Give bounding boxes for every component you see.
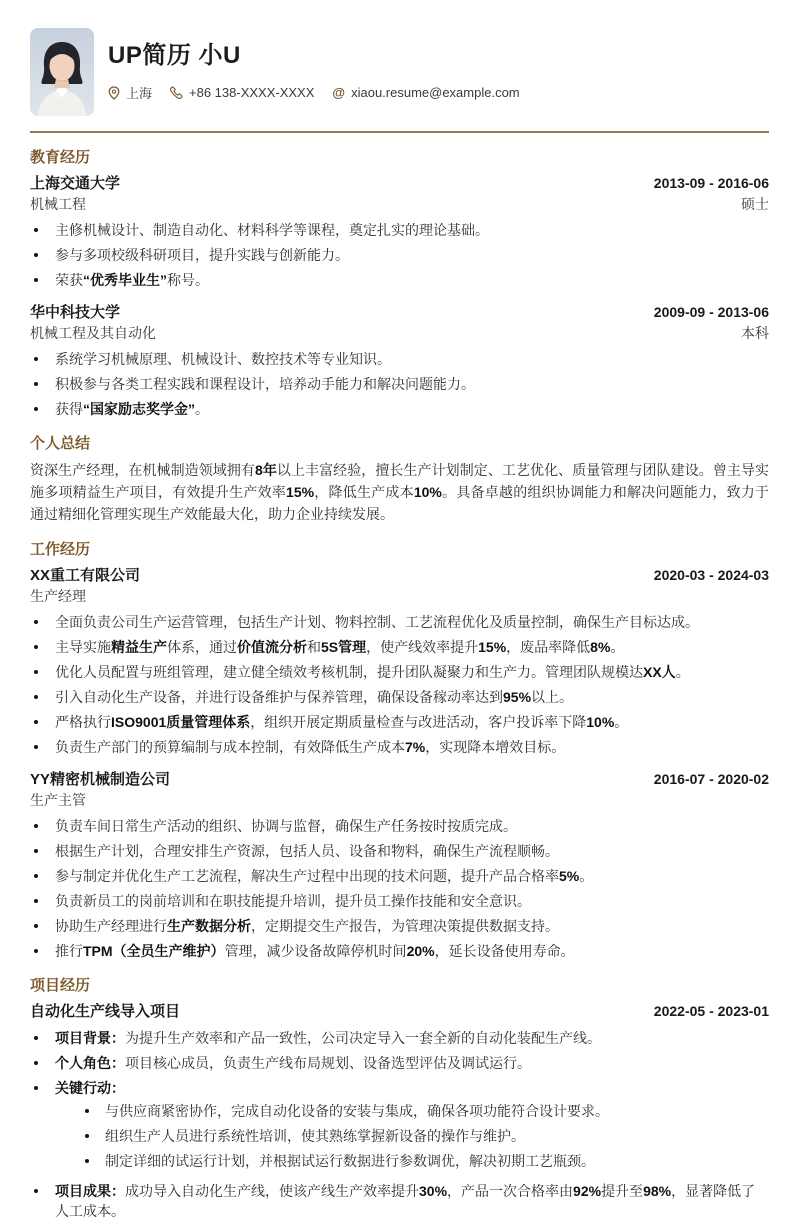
education-bullet-list <box>30 349 769 419</box>
bullet-item <box>30 1053 769 1073</box>
bullet-text <box>55 866 769 886</box>
work-entry-subheader <box>30 587 769 606</box>
bullet-dot-icon <box>34 620 38 624</box>
bullet-text <box>55 1181 769 1221</box>
plain-text: 荣获 <box>55 272 83 288</box>
education-entry-subheader <box>30 195 769 214</box>
plain-text: 。 <box>610 639 625 655</box>
sub-bullet-text <box>105 1126 769 1146</box>
project-name: 自动化生产线导入项目 <box>30 1003 181 1020</box>
bullet-dot-icon <box>34 382 38 386</box>
school-name: 上海交通大学 <box>30 175 121 192</box>
bullet-text <box>55 737 769 757</box>
bullet-text <box>55 841 769 861</box>
plain-text: 获得 <box>55 401 83 417</box>
plain-text: 。 <box>614 714 629 730</box>
bullet-text <box>55 399 769 419</box>
bullet-text <box>55 1053 769 1073</box>
bullet-item <box>30 637 769 657</box>
bullet-item <box>30 612 769 632</box>
highlighted-text: 关键行动： <box>55 1080 125 1096</box>
bullet-item <box>30 1028 769 1048</box>
bullet-text <box>55 916 769 936</box>
highlighted-text: 92% <box>573 1183 602 1199</box>
bullet-body <box>55 1078 769 1176</box>
plain-text: 成功导入自动化生产线，使该产线生产效率提升 <box>125 1183 419 1199</box>
bullet-dot-icon <box>34 1061 38 1065</box>
highlighted-text: 15% <box>286 484 315 500</box>
bullet-item <box>30 349 769 369</box>
bullet-item <box>30 1181 769 1221</box>
bullet-item <box>30 245 769 265</box>
work-date-range: 2020-03 - 2024-03 <box>653 567 769 583</box>
sub-bullet-text <box>105 1151 769 1171</box>
plain-text: ，定期提交生产报告，为管理决策提供数据支持。 <box>251 918 559 934</box>
plain-text: 和 <box>307 639 321 655</box>
sub-bullet-dot-icon <box>85 1159 89 1163</box>
plain-text: 为提升生产效率和产品一致性，公司决定导入一套全新的自动化装配生产线。 <box>125 1030 601 1046</box>
highlighted-text: 项目成果： <box>55 1183 125 1199</box>
school-name: 华中科技大学 <box>30 304 121 321</box>
section-projects <box>30 976 769 1221</box>
section-title-projects: 项目经历 <box>30 977 91 994</box>
plain-text: ，使产线效率提升 <box>366 639 479 655</box>
highlighted-text: 8% <box>590 639 611 655</box>
summary-paragraph <box>30 459 769 525</box>
bullet-body <box>55 816 769 836</box>
contact-email <box>332 85 519 100</box>
bullet-body <box>55 637 769 657</box>
bullet-dot-icon <box>34 645 38 649</box>
candidate-name: UP简历 小U <box>108 42 241 69</box>
section-title-work: 工作经历 <box>30 541 91 558</box>
plain-text: 组织生产人员进行系统性培训，使其熟练掌握新设备的操作与维护。 <box>105 1128 525 1144</box>
work-entry-header <box>30 769 769 790</box>
plain-text: 优化人员配置与班组管理，建立健全绩效考核机制，提升团队凝聚力和生产力。管理团队规模达 <box>55 664 643 680</box>
bullet-text <box>55 374 769 394</box>
phone-icon <box>170 86 183 99</box>
project-entry-header <box>30 1001 769 1022</box>
plain-text: 。 <box>675 664 690 680</box>
plain-text: 严格执行 <box>55 714 111 730</box>
project-bullet-list <box>30 1028 769 1221</box>
sub-bullet-item <box>81 1151 769 1171</box>
bullet-item <box>30 841 769 861</box>
bullet-item <box>30 220 769 240</box>
bullet-dot-icon <box>34 1189 38 1193</box>
contact-phone <box>170 85 314 100</box>
project-date-range: 2022-05 - 2023-01 <box>653 1003 769 1019</box>
plain-text: 负责车间日常生产活动的组织、协调与监督，确保生产任务按时按质完成。 <box>55 818 517 834</box>
bullet-body <box>55 1053 769 1073</box>
contact-row <box>108 83 520 102</box>
bullet-dot-icon <box>34 899 38 903</box>
bullet-item <box>30 737 769 757</box>
work-bullet-list <box>30 612 769 757</box>
education-entry-header <box>30 302 769 323</box>
bullet-dot-icon <box>34 228 38 232</box>
location-text: 上海 <box>126 86 153 101</box>
bullet-dot-icon <box>34 695 38 699</box>
bullet-dot-icon <box>34 720 38 724</box>
company-name: YY精密机械制造公司 <box>30 771 171 788</box>
plain-text: 资深生产经理，在机械制造领域拥有 <box>30 462 255 478</box>
project-entry <box>30 1001 769 1221</box>
bullet-text <box>55 1078 769 1098</box>
bullet-text <box>55 220 769 240</box>
bullet-dot-icon <box>34 1086 38 1090</box>
bullet-dot-icon <box>34 924 38 928</box>
company-name: XX重工有限公司 <box>30 567 141 584</box>
bullet-dot-icon <box>34 357 38 361</box>
header-divider <box>30 131 769 133</box>
bullet-item <box>30 662 769 682</box>
major-name: 机械工程 <box>30 196 86 212</box>
sub-bullet-list <box>55 1101 769 1171</box>
bullet-item <box>30 866 769 886</box>
work-date-range: 2016-07 - 2020-02 <box>653 771 769 787</box>
bullet-body <box>55 662 769 682</box>
job-title: 生产主管 <box>30 792 86 808</box>
highlighted-text: 15% <box>478 639 507 655</box>
bullet-body <box>55 612 769 632</box>
bullet-body <box>55 737 769 757</box>
bullet-text <box>55 612 769 632</box>
bullet-item <box>30 399 769 419</box>
bullet-body <box>55 712 769 732</box>
highlighted-text: ISO9001质量管理体系 <box>111 714 251 730</box>
bullet-item <box>30 374 769 394</box>
location-pin-icon <box>108 86 120 100</box>
bullet-item <box>30 270 769 290</box>
sub-bullet-dot-icon <box>85 1109 89 1113</box>
plain-text: 负责新员工的岗前培训和在职技能提升培训，提升员工操作技能和安全意识。 <box>55 893 531 909</box>
education-date-range: 2009-09 - 2013-06 <box>653 304 769 320</box>
plain-text: 提升至 <box>601 1183 644 1199</box>
bullet-body <box>55 891 769 911</box>
plain-text: 。具备卓越的组织协调能力和解决问题能力，致力于通过精细化管理实现生产效能最大化，助力企业持续发展。 <box>30 484 770 522</box>
plain-text: 引入自动化生产设备，并进行设备维护与保养管理，确保设备稼动率达到 <box>55 689 503 705</box>
plain-text: 以上。 <box>531 689 574 705</box>
bullet-text <box>55 1028 769 1048</box>
highlighted-text: 20% <box>406 943 435 959</box>
bullet-body <box>55 1181 769 1221</box>
bullet-body <box>55 349 769 369</box>
plain-text: 参与制定并优化生产工艺流程，解决生产过程中出现的技术问题，提升产品合格率 <box>55 868 559 884</box>
degree-level: 硕士 <box>741 196 769 212</box>
sub-bullet-body <box>105 1126 769 1146</box>
plain-text: ，显著降低了人工成本。 <box>55 1183 756 1219</box>
education-entry-header <box>30 173 769 194</box>
bullet-dot-icon <box>34 849 38 853</box>
plain-text: 。 <box>195 401 209 417</box>
bullet-body <box>55 687 769 707</box>
plain-text: 与供应商紧密协作，完成自动化设备的安装与集成，确保各项功能符合设计要求。 <box>105 1103 609 1119</box>
plain-text: 系统学习机械原理、机械设计、数控技术等专业知识。 <box>55 351 391 367</box>
plain-text: ，组织开展定期质量检查与改进活动，客户投诉率下降 <box>250 714 587 730</box>
plain-text: 体系，通过 <box>167 639 237 655</box>
job-title: 生产经理 <box>30 588 86 604</box>
bullet-text <box>55 687 769 707</box>
plain-text: ，废品率降低 <box>506 639 591 655</box>
plain-text: ，产品一次合格率由 <box>447 1183 574 1199</box>
highlighted-text: 10% <box>586 714 615 730</box>
project-list <box>30 1001 769 1221</box>
plain-text: 管理，减少设备故障停机时间 <box>224 943 407 959</box>
bullet-body <box>55 399 769 419</box>
bullet-body <box>55 916 769 936</box>
plain-text: 负责生产部门的预算编制与成本控制，有效降低生产成本 <box>55 739 405 755</box>
sub-bullet-body <box>105 1151 769 1171</box>
highlighted-text: TPM（全员生产维护） <box>83 943 225 959</box>
email-text: xiaou.resume@example.com <box>351 85 520 100</box>
bullet-body <box>55 374 769 394</box>
plain-text: 根据生产计划，合理安排生产资源，包括人员、设备和物料，确保生产流程顺畅。 <box>55 843 559 859</box>
plain-text: ，延长设备使用寿命。 <box>434 943 575 959</box>
highlighted-text: 价值流分析 <box>237 639 307 655</box>
bullet-item <box>30 1078 769 1176</box>
section-title-education: 教育经历 <box>30 149 91 166</box>
education-entry-subheader <box>30 324 769 343</box>
work-entry <box>30 565 769 757</box>
education-bullet-list <box>30 220 769 290</box>
at-icon: @ <box>332 85 346 100</box>
sub-bullet-item <box>81 1101 769 1121</box>
highlighted-text: 8年 <box>254 462 277 478</box>
plain-text: 主修机械设计、制造自动化、材料科学等课程，奠定扎实的理论基础。 <box>55 222 489 238</box>
header-text-block <box>108 28 520 102</box>
plain-text: 。 <box>579 868 594 884</box>
profile-photo-image <box>30 28 94 116</box>
bullet-text <box>55 712 769 732</box>
bullet-dot-icon <box>34 824 38 828</box>
highlighted-text: “国家励志奖学金” <box>83 401 195 417</box>
bullet-text <box>55 637 769 657</box>
highlighted-text: XX人 <box>643 664 676 680</box>
work-entry-subheader <box>30 791 769 810</box>
plain-text: 制定详细的试运行计划，并根据试运行数据进行参数调优，解决初期工艺瓶颈。 <box>105 1153 595 1169</box>
sub-bullet-dot-icon <box>85 1134 89 1138</box>
education-date-range: 2013-09 - 2016-06 <box>653 175 769 191</box>
plain-text: 称号。 <box>167 272 209 288</box>
bullet-body <box>55 245 769 265</box>
bullet-dot-icon <box>34 1036 38 1040</box>
work-list <box>30 565 769 961</box>
education-list <box>30 173 769 419</box>
highlighted-text: 7% <box>405 739 426 755</box>
bullet-item <box>30 891 769 911</box>
section-title-summary: 个人总结 <box>30 435 91 452</box>
bullet-text <box>55 816 769 836</box>
bullet-text <box>55 941 769 961</box>
bullet-item <box>30 712 769 732</box>
plain-text: 以上丰富经验，擅长生产计划制定、工艺优化、质量管理与团队建设。曾主导实施多项精益生产项目，有效提升生产效率 <box>30 462 769 500</box>
bullet-body <box>55 866 769 886</box>
plain-text: 全面负责公司生产运营管理，包括生产计划、物料控制、工艺流程优化及质量控制，确保生产目标达成。 <box>55 614 699 630</box>
highlighted-text: 个人角色： <box>55 1055 125 1071</box>
plain-text: 项目核心成员，负责生产线布局规划、设备选型评估及调试运行。 <box>125 1055 531 1071</box>
work-entry <box>30 769 769 961</box>
plain-text: 积极参与各类工程实践和课程设计，培养动手能力和解决问题能力。 <box>55 376 475 392</box>
work-bullet-list <box>30 816 769 961</box>
highlighted-text: 项目背景： <box>55 1030 125 1046</box>
degree-level: 本科 <box>741 325 769 341</box>
plain-text: 协助生产经理进行 <box>55 918 167 934</box>
bullet-item <box>30 941 769 961</box>
bullet-body <box>55 941 769 961</box>
bullet-dot-icon <box>34 670 38 674</box>
section-summary <box>30 434 769 525</box>
sub-bullet-item <box>81 1126 769 1146</box>
bullet-body <box>55 270 769 290</box>
plain-text: 参与多项校级科研项目，提升实践与创新能力。 <box>55 247 349 263</box>
bullet-text <box>55 349 769 369</box>
highlighted-text: 98% <box>643 1183 672 1199</box>
highlighted-text: 10% <box>413 484 442 500</box>
highlighted-text: “优秀毕业生” <box>83 272 167 288</box>
bullet-dot-icon <box>34 874 38 878</box>
bullet-text <box>55 245 769 265</box>
highlighted-text: 生产数据分析 <box>167 918 251 934</box>
major-name: 机械工程及其自动化 <box>30 325 156 341</box>
plain-text: ，降低生产成本 <box>314 484 414 500</box>
education-entry <box>30 302 769 419</box>
section-education <box>30 148 769 419</box>
bullet-dot-icon <box>34 745 38 749</box>
education-entry <box>30 173 769 290</box>
work-entry-header <box>30 565 769 586</box>
bullet-dot-icon <box>34 278 38 282</box>
bullet-item <box>30 916 769 936</box>
phone-text: +86 138-XXXX-XXXX <box>189 85 315 100</box>
bullet-dot-icon <box>34 253 38 257</box>
bullet-body <box>55 1028 769 1048</box>
plain-text: ，实现降本增效目标。 <box>425 739 566 755</box>
plain-text: 主导实施 <box>55 639 111 655</box>
contact-location <box>108 83 152 102</box>
highlighted-text: 5S管理 <box>321 639 367 655</box>
sub-bullet-body <box>105 1101 769 1121</box>
sub-bullet-text <box>105 1101 769 1121</box>
section-work <box>30 540 769 961</box>
bullet-text <box>55 270 769 290</box>
profile-photo <box>30 28 94 116</box>
bullet-text <box>55 662 769 682</box>
highlighted-text: 精益生产 <box>111 639 167 655</box>
bullet-item <box>30 687 769 707</box>
bullet-body <box>55 841 769 861</box>
bullet-body <box>55 220 769 240</box>
plain-text: 推行 <box>55 943 83 959</box>
highlighted-text: 5% <box>559 868 580 884</box>
highlighted-text: 95% <box>503 689 532 705</box>
bullet-dot-icon <box>34 949 38 953</box>
bullet-item <box>30 816 769 836</box>
highlighted-text: 30% <box>419 1183 448 1199</box>
resume-header <box>30 28 769 116</box>
bullet-dot-icon <box>34 407 38 411</box>
bullet-text <box>55 891 769 911</box>
